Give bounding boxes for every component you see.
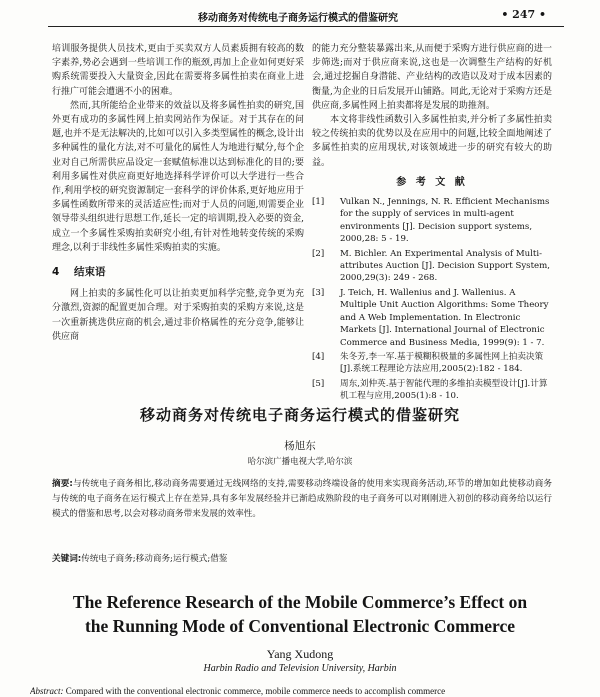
reference-number: [4]	[312, 351, 325, 362]
reference-text: J. Teich, H. Wallenius and J. Wallenius. A Multiple Unit Auction Algorithms: Some Theory and A Web Implementation. In Electronic Markets [J]. International Journal of Electronic Commerce and Business Media, 1999(9): 1 - 7.	[340, 287, 549, 348]
reference-text: 朱冬芳,李一军.基于模糊积极量的多属性网上拍卖决策[J].系统工程理论方法应用,2005(2):182 - 184.	[340, 351, 544, 375]
left-paragraph-1: 培训服务提供人员技术,更由于买卖双方人员素质拥有较高的数字素养,势必会遇到一些培训工作的瓶颈,再加上企业如何更好采购系统需要投入大量资金,因此在需要将多属性拍卖在商业上进行推广可能会遭遇不小的困难。	[52, 44, 304, 97]
reference-text: 周东,刘仲英.基于智能代理的多维拍卖模型设计[J].计算机工程与应用,2005(1):8 - 10.	[340, 378, 548, 402]
affiliation-english: Harbin Radio and Television University, Harbin	[203, 663, 397, 674]
reference-number: [5]	[312, 378, 325, 389]
affiliation-chinese: 哈尔滨广播电视大学,哈尔滨	[247, 457, 353, 467]
right-paragraph-2: 本文将非线性函数引入多属性拍卖,并分析了多属性拍卖较之传统拍卖的优势以及在应用中的问题,比较全面地阐述了多属性拍卖的应用现状,对该领域进一步的研究有较大的助益。	[312, 115, 552, 168]
reference-item	[312, 287, 552, 349]
running-header	[48, 6, 564, 27]
reference-item	[312, 248, 552, 285]
keywords-text: 传统电子商务;移动商务;运行模式;借鉴	[81, 554, 228, 564]
references-title: 参 考 文 献	[396, 176, 468, 188]
abstract-english-text: Compared with the conventional electronic commerce, mobile commerce needs to accomplish commerce	[65, 686, 446, 696]
abstract-text: 与传统电子商务相比,移动商务需要通过无线网络的支持,需要移动终端设备的使用来实现商务活动,环节的增加如此使移动商务与传统的电子商务在运行模式上存在差异,具有多年发展经验并已渐趋成熟阶段的电子商务可以对刚刚进入初创的移动商务给以运行模式的借鉴和思考,以会对移动商务带来发展的效率性。	[52, 479, 553, 519]
keywords-label: 关键词:	[52, 554, 82, 564]
keywords-chinese	[52, 552, 552, 564]
left-paragraph-3: 网上拍卖的多属性化可以让拍卖更加科学完整,竞争更为充分激烈,资源的配置更加合理。对于采购拍卖的采购方来说,这是一次重新挑选供应商的机会,通过非价格属性的充分竞争,能够让供应商	[52, 289, 304, 342]
reference-text: M. Bichler. An Experimental Analysis of Multi-attributes Auction [J]. Decision Support System, 2000,29(3): 249 - 268.	[340, 248, 551, 284]
reference-number: [2]	[312, 248, 325, 259]
article-title-english	[0, 590, 600, 638]
section-title: 结束语	[74, 266, 106, 279]
article-title-chinese: 移动商务对传统电子商务运行模式的借鉴研究	[139, 406, 460, 424]
reference-list	[312, 196, 552, 403]
abstract-chinese	[52, 477, 552, 521]
title-english-line-1: The Reference Research of the Mobile Commerce’s Effect on	[72, 592, 528, 612]
abstract-english-label: Abstract:	[30, 686, 64, 696]
reference-item	[312, 351, 552, 376]
author-chinese: 杨旭东	[284, 440, 316, 452]
reference-item	[312, 196, 552, 246]
section-number: 4	[52, 266, 60, 279]
author-english: Yang Xudong	[266, 647, 334, 661]
reference-text: Vulkan N., Jennings, N. R. Efficient Mechanisms for the supply of services in multi-agent environments [J]. Decision support systems, 2000,28: 5 - 19.	[340, 197, 550, 245]
right-paragraph-1: 的能力充分整装暴露出来,从而便于采购方进行供应商的进一步筛选;而对于供应商来说,这也是一次调整生产结构的好机会,通过挖掘自身潜能、产业结构的改造以及对于成本因素的衡量,为企业的日后发展开山铺路。同此,无论对于采购方还是供应商,多属性网上拍卖都将是发展的助推剂。	[312, 44, 552, 111]
running-title: 移动商务对传统电子商务运行模式的借鉴研究	[198, 13, 398, 24]
abstract-label: 摘要:	[52, 479, 73, 489]
left-paragraph-2: 然而,其所能给企业带来的效益以及将多属性拍卖的研究,国外更有成功的多属性网上拍卖网站作为保证。对于其存在的问题,也并不是无法解决的,比如可以引入多类型属性的概念,设计出多种属性的量化方法,对不可量化的属性人为地进行赋分,每个企业对自己所需供应品设定一套赋值标准以达到标准化的目的;要利用多属性对供应商更好地选择科学评价可以大学进行一些合作,利用学校的研究资源制定一套科学的评价体系,更好地应用于多属性函数所带来的灵活适应性;而对于人员的问题,则需要企业领导带头组织进行思想工作,延长一定的培训期,投入必要的资金,成立一个多属性采购拍卖研究小组,有针对性地转变传统的采购理念,以利于非线性多属性采购拍卖的实施。	[52, 100, 304, 253]
abstract-english	[30, 686, 570, 696]
reference-item	[312, 378, 552, 403]
left-column	[52, 42, 304, 344]
reference-number: [3]	[312, 287, 325, 298]
title-english-line-2: the Running Mode of Conventional Electronic Commerce	[84, 616, 515, 636]
page-number: • 247 •	[501, 8, 546, 21]
right-column	[312, 42, 552, 405]
section-heading	[52, 265, 304, 279]
reference-number: [1]	[312, 197, 325, 208]
